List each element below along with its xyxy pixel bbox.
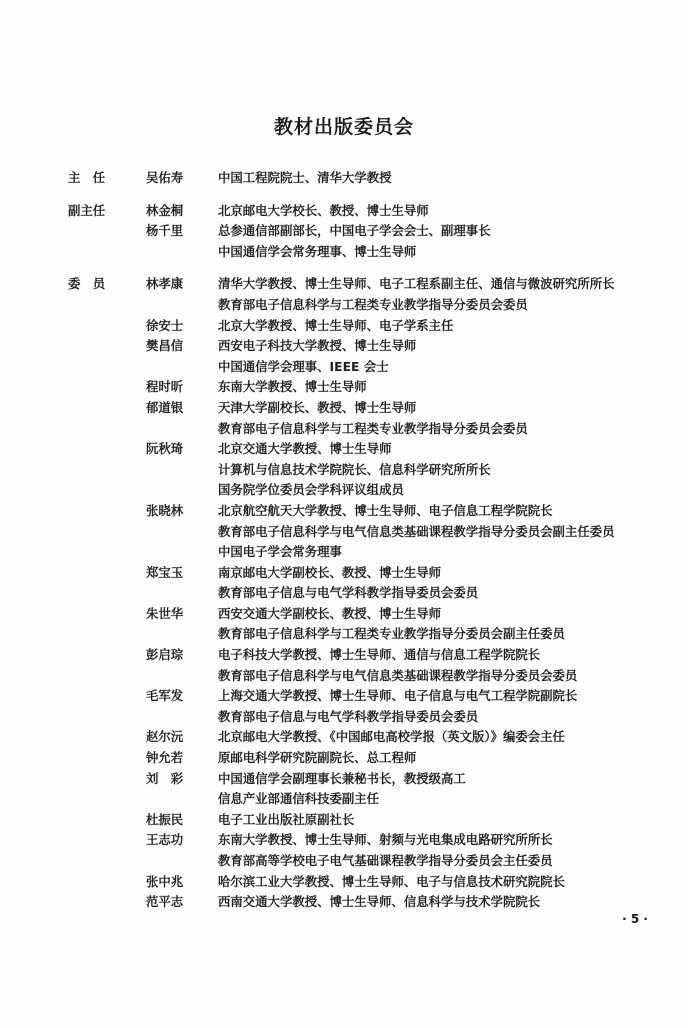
committee-member xyxy=(68,439,668,501)
committee-member xyxy=(68,221,668,262)
member-description: 清华大学教授、博士生导师、电子工程系副主任、通信与微波研究所所长 xyxy=(218,276,615,292)
committee-member xyxy=(68,316,668,337)
committee-member xyxy=(68,645,668,686)
page-number: · 5 · xyxy=(622,912,648,926)
member-name: 刘 彩 xyxy=(146,770,184,786)
role-label: 主 任 xyxy=(68,170,106,185)
committee-roster xyxy=(68,168,668,913)
committee-member xyxy=(68,830,668,871)
committee-member xyxy=(68,604,668,645)
member-name: 毛军发 xyxy=(146,688,184,704)
member-description: 教育部电子信息科学与电气信息类基础课程教学指导分委员会副主任委员 xyxy=(218,523,615,539)
committee-member xyxy=(68,336,668,377)
member-description: 上海交通大学教授、博士生导师、电子信息与电气工程学院副院长 xyxy=(218,688,578,704)
committee-group xyxy=(68,201,668,263)
member-description: 教育部电子信息科学与工程类专业教学指导分委员会委员 xyxy=(218,296,528,312)
member-name: 林孝康 xyxy=(146,276,184,292)
member-row xyxy=(68,501,668,522)
role-label: 副主任 xyxy=(68,202,106,218)
member-description: 西南交通大学教授、博士生导师、信息科学与技术学院院长 xyxy=(218,894,541,910)
committee-member xyxy=(68,872,668,893)
member-description: 电子工业出版社原副社长 xyxy=(218,811,355,827)
member-row xyxy=(68,810,668,831)
member-name: 程时昕 xyxy=(146,379,184,395)
committee-member xyxy=(68,686,668,727)
member-description: 西安交通大学副校长、教授、博士生导师 xyxy=(218,605,442,621)
member-row xyxy=(68,542,668,563)
member-row xyxy=(68,295,668,316)
member-row xyxy=(68,727,668,748)
member-name: 徐安士 xyxy=(146,317,184,333)
member-description: 北京邮电大学校长、教授、博士生导师 xyxy=(218,202,429,218)
member-description: 中国工程院院士、清华大学教授 xyxy=(218,170,392,185)
member-row xyxy=(68,242,668,263)
member-row xyxy=(68,789,668,810)
committee-group xyxy=(68,168,668,189)
member-description: 教育部电子信息与电气学科教学指导委员会委员 xyxy=(218,585,479,601)
member-name: 郁道银 xyxy=(146,399,184,415)
committee-member xyxy=(68,274,668,315)
member-description: 天津大学副校长、教授、博士生导师 xyxy=(218,399,417,415)
member-row xyxy=(68,686,668,707)
member-row xyxy=(68,274,668,295)
member-row xyxy=(68,522,668,543)
member-name: 钟允若 xyxy=(146,750,184,766)
member-row xyxy=(68,336,668,357)
member-description: 总参通信部副部长，中国电子学会会士、副理事长 xyxy=(218,223,491,239)
member-row xyxy=(68,201,668,222)
committee-member xyxy=(68,727,668,748)
member-row xyxy=(68,357,668,378)
member-description: 西安电子科技大学教授、博士生导师 xyxy=(218,338,417,354)
member-name: 杨千里 xyxy=(146,223,184,239)
member-row xyxy=(68,645,668,666)
member-row xyxy=(68,624,668,645)
committee-member xyxy=(68,769,668,810)
member-row xyxy=(68,398,668,419)
member-description: 教育部电子信息与电气学科教学指导委员会委员 xyxy=(218,708,479,724)
member-description: 电子科技大学教授、博士生导师、通信与信息工程学院院长 xyxy=(218,647,541,663)
member-row xyxy=(68,769,668,790)
member-row xyxy=(68,563,668,584)
member-row xyxy=(68,830,668,851)
member-row xyxy=(68,583,668,604)
committee-member xyxy=(68,748,668,769)
member-name: 范平志 xyxy=(146,894,184,910)
member-description: 教育部电子信息科学与工程类专业教学指导分委员会委员 xyxy=(218,420,528,436)
role-label: 委 员 xyxy=(68,276,106,292)
member-description: 中国通信学会理事、IEEE 会士 xyxy=(218,358,389,374)
member-row xyxy=(68,439,668,460)
member-description: 北京航空航天大学教授、博士生导师、电子信息工程学院院长 xyxy=(218,502,553,518)
member-description: 中国电子学会常务理事 xyxy=(218,544,342,560)
member-row xyxy=(68,221,668,242)
member-name: 张中兆 xyxy=(146,873,184,889)
member-row xyxy=(68,707,668,728)
member-description: 北京大学教授、博士生导师、电子学系主任 xyxy=(218,317,454,333)
member-description: 教育部电子信息科学与电气信息类基础课程教学指导分委员会委员 xyxy=(218,667,578,683)
member-description: 信息产业部通信科技委副主任 xyxy=(218,791,380,807)
member-row xyxy=(68,604,668,625)
committee-member xyxy=(68,377,668,398)
member-description: 南京邮电大学副校长、教授、博士生导师 xyxy=(218,564,442,580)
member-description: 东南大学教授、博士生导师 xyxy=(218,379,367,395)
member-name: 林金桐 xyxy=(146,202,184,218)
member-row xyxy=(68,377,668,398)
member-description: 东南大学教授、博士生导师、射频与光电集成电路研究所所长 xyxy=(218,832,553,848)
member-name: 杜振民 xyxy=(146,811,184,827)
committee-member xyxy=(68,563,668,604)
committee-member xyxy=(68,168,668,189)
member-name: 阮秋琦 xyxy=(146,441,184,457)
member-description: 国务院学位委员会学科评议组成员 xyxy=(218,482,404,498)
member-row xyxy=(68,666,668,687)
member-name: 郑宝玉 xyxy=(146,564,184,580)
member-description: 北京邮电大学教授、《中国邮电高校学报（英文版）》编委会主任 xyxy=(218,729,565,745)
committee-group xyxy=(68,274,668,912)
member-description: 中国通信学会副理事长兼秘书长，教授级高工 xyxy=(218,770,466,786)
member-name: 彭启琮 xyxy=(146,647,184,663)
member-name: 吴佑寿 xyxy=(146,170,184,185)
member-description: 哈尔滨工业大学教授、博士生导师、电子与信息技术研究院院长 xyxy=(218,873,565,889)
committee-member xyxy=(68,810,668,831)
committee-member xyxy=(68,201,668,222)
committee-member xyxy=(68,501,668,563)
member-row xyxy=(68,168,668,189)
member-row xyxy=(68,460,668,481)
member-row xyxy=(68,316,668,337)
member-description: 教育部电子信息科学与工程类专业教学指导分委员会副主任委员 xyxy=(218,626,565,642)
page-title: 教材出版委员会 xyxy=(273,116,414,138)
member-row xyxy=(68,892,668,913)
member-row xyxy=(68,419,668,440)
member-name: 朱世华 xyxy=(146,605,184,621)
member-description: 北京交通大学教授、博士生导师 xyxy=(218,441,392,457)
member-description: 原邮电科学研究院副院长、总工程师 xyxy=(218,750,417,766)
member-name: 王志功 xyxy=(146,832,184,848)
member-row xyxy=(68,872,668,893)
member-name: 赵尔沅 xyxy=(146,729,184,745)
member-description: 教育部高等学校电子电气基础课程教学指导分委员会主任委员 xyxy=(218,853,553,868)
member-description: 计算机与信息技术学院院长、信息科学研究所所长 xyxy=(218,461,491,477)
committee-member xyxy=(68,892,668,913)
committee-member xyxy=(68,398,668,439)
member-row xyxy=(68,851,668,872)
member-name: 樊昌信 xyxy=(146,338,184,354)
member-row xyxy=(68,748,668,769)
member-name: 张晓林 xyxy=(146,502,184,518)
member-description: 中国通信学会常务理事、博士生导师 xyxy=(218,243,417,259)
member-row xyxy=(68,480,668,501)
